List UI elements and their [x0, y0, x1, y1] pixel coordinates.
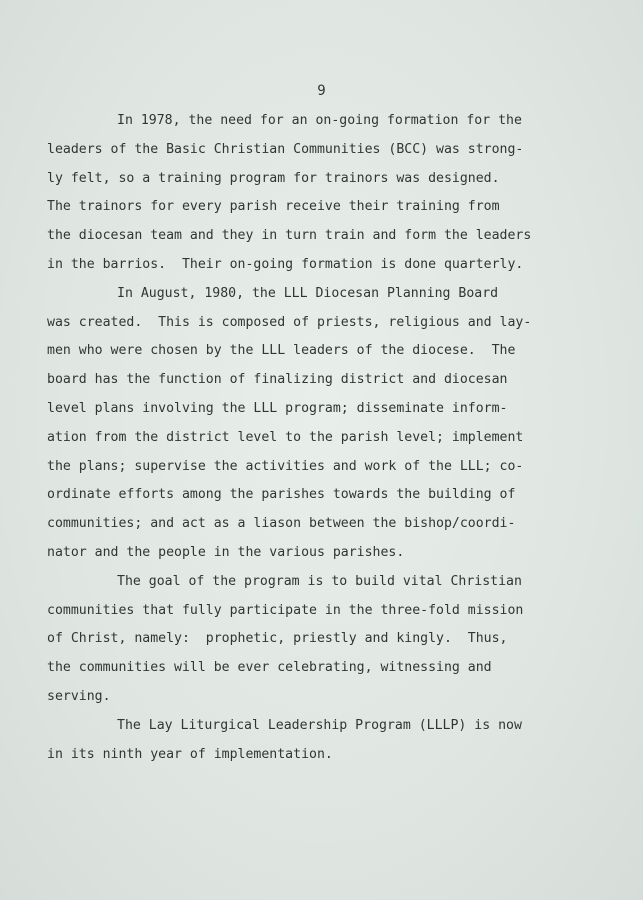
- text-line: men who were chosen by the LLL leaders of the diocese. The: [47, 343, 516, 359]
- body-text: [47, 107, 592, 769]
- text-line: ation from the district level to the parish level; implement: [47, 429, 524, 445]
- text-line: ly felt, so a training program for trainors was designed.: [47, 170, 500, 186]
- page-number: 9: [317, 83, 326, 99]
- text-line: of Christ, namely: prophetic, priestly and kingly. Thus,: [47, 631, 508, 647]
- text-line: the diocesan team and they in turn train and form the leaders: [47, 228, 532, 244]
- text-line: the plans; supervise the activities and work of the LLL; co-: [47, 458, 524, 474]
- text-line: was created. This is composed of priests, religious and lay-: [47, 314, 532, 330]
- text-line: board has the function of finalizing district and diocesan: [47, 372, 508, 388]
- paragraph-program-goal: [47, 568, 592, 712]
- text-line: The trainors for every parish receive their training from: [47, 199, 500, 215]
- text-line: nator and the people in the various parishes.: [47, 544, 405, 560]
- text-line: In 1978, the need for an on-going formation for the: [117, 113, 522, 128]
- text-line: in its ninth year of implementation.: [47, 746, 333, 762]
- text-line: ordinate efforts among the parishes towards the building of: [47, 487, 516, 503]
- text-line: communities; and act as a liason between the bishop/coordi-: [47, 516, 516, 532]
- text-line: leaders of the Basic Christian Communities (BCC) was strong-: [47, 141, 524, 157]
- text-line: the communities will be ever celebrating, witnessing and: [47, 660, 492, 676]
- paragraph-planning-board: [47, 280, 592, 568]
- text-line: communities that fully participate in the three-fold mission: [47, 602, 524, 618]
- paragraph-bcc-training: [47, 107, 592, 280]
- text-line: The Lay Liturgical Leadership Program (LLLP) is now: [117, 717, 522, 733]
- paragraph-lllp-status: [47, 712, 592, 770]
- text-line: In August, 1980, the LLL Diocesan Planning Board: [117, 285, 499, 301]
- text-line: in the barrios. Their on-going formation is done quarterly.: [47, 256, 524, 272]
- text-line: level plans involving the LLL program; disseminate inform-: [47, 400, 508, 416]
- text-line: serving.: [47, 688, 111, 704]
- text-line: The goal of the program is to build vital Christian: [117, 573, 522, 589]
